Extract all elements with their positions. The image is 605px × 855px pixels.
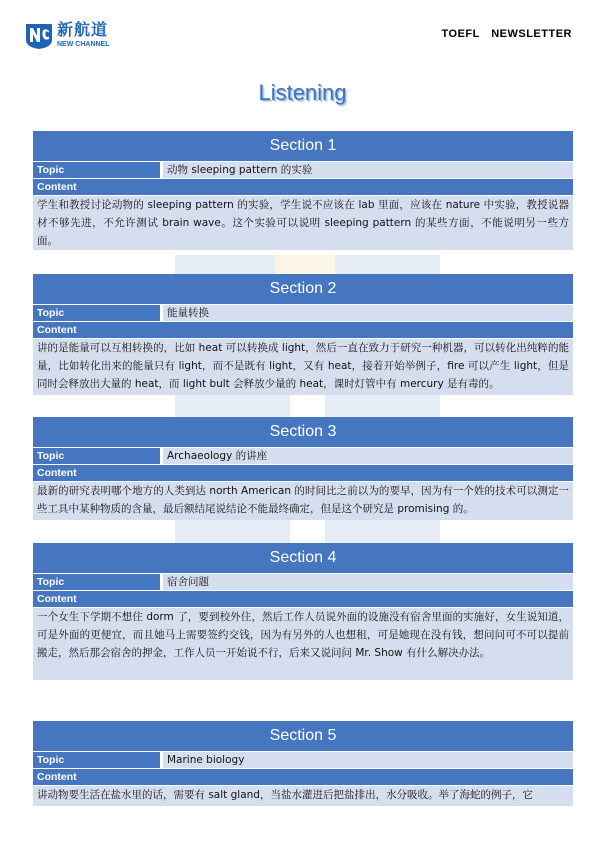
page-header <box>0 0 605 60</box>
topic-label: Topic <box>33 162 160 178</box>
section-title: Section 3 <box>33 417 573 448</box>
topic-label: Topic <box>33 752 160 768</box>
content-text: 一个女生下学期不想住 dorm 了，要到校外住，然后工作人员说外面的设施没有宿舍里面的实施好，女生说知道，可是外面的更便宜，而且她马上需要签约交钱，因为有另外的人也想租，可是她现在没有钱，想问问可不可以提前搬走，然后那会宿舍的押金，工作人员一开始说不行，后来又说问问 Mr. Show 有什么解决办法。 <box>33 608 573 680</box>
content-text: 最新的研究表明哪个地方的人类到达 north American 的时间比之前以为的要早，因为有一个姓的技术可以测定一些工具中某种物质的含量，最后额结尾说结论不能最终确定，但是这个研究是 promising 的。 <box>33 482 573 520</box>
topic-row <box>33 752 573 769</box>
nc-shield-icon <box>24 22 54 50</box>
topic-row <box>33 305 573 322</box>
section-title: Section 1 <box>33 131 573 162</box>
logo-wordmark <box>57 22 110 48</box>
topic-row <box>33 574 573 591</box>
content-label: Content <box>33 769 573 786</box>
section-3 <box>33 417 573 520</box>
topic-label: Topic <box>33 448 160 464</box>
topic-row <box>33 448 573 465</box>
logo-english-name: NEW CHANNEL <box>57 41 110 48</box>
section-4 <box>33 543 573 680</box>
section-5 <box>33 721 573 806</box>
content-text: 讲动物要生活在盐水里的话，需要有 salt gland，当盐水灌进后把盐排出，水分吸收。举了海蛇的例子，它 <box>33 786 573 806</box>
topic-value: 动物 sleeping pattern 的实验 <box>163 162 573 178</box>
page-title: Listening <box>258 80 347 105</box>
topic-value: Archaeology 的讲座 <box>163 448 573 464</box>
section-2 <box>33 274 573 395</box>
content-text: 学生和教授讨论动物的 sleeping pattern 的实验，学生说不应该在 lab 里面，应该在 nature 中实验，教授说器材不够先进，不允许测试 brain wave。这个实验可以说明 sleeping pattern 的某些方面，不能说明另一些方面。 <box>33 196 573 250</box>
topic-value: Marine biology <box>163 752 573 768</box>
content-label: Content <box>33 322 573 339</box>
content-label: Content <box>33 465 573 482</box>
content-text: 讲的是能量可以互相转换的，比如 heat 可以转换成 light，然后一直在致力于研究一种机器，可以转化出纯粹的能量，比如转化出来的能量只有 light，而不是既有 light，又有 heat，接着开始举例子，fire 可以产生 light，但是同时会释放出大量的 heat，而 light bult 会释放少量的 heat，课时灯管中有 mercury 是有毒的。 <box>33 339 573 395</box>
content-label: Content <box>33 179 573 196</box>
section-title: Section 2 <box>33 274 573 305</box>
section-1 <box>33 131 573 250</box>
topic-label: Topic <box>33 305 160 321</box>
topic-value: 宿舍问题 <box>163 574 573 590</box>
topic-label: Topic <box>33 574 160 590</box>
topic-row <box>33 162 573 179</box>
section-title: Section 5 <box>33 721 573 752</box>
topic-value: 能量转换 <box>163 305 573 321</box>
logo-chinese-name: 新航道 <box>57 20 109 39</box>
newsletter-title: TOEFL NEWSLETTER <box>441 28 572 40</box>
new-channel-logo <box>24 22 129 52</box>
section-title: Section 4 <box>33 543 573 574</box>
content-label: Content <box>33 591 573 608</box>
